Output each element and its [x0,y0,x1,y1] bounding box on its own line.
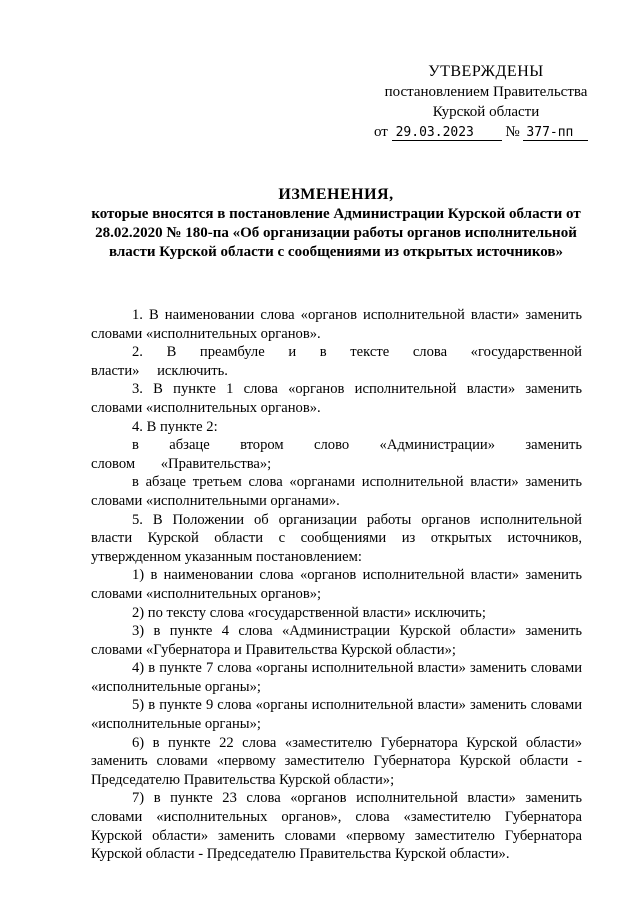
document-title [88,185,584,262]
paragraph-12: 5) в пункте 9 слова «органы исполнительной власти» заменить словами «исполнительные органы»; [91,697,582,733]
paragraph-1: 1. В наименовании слова «органов исполнительной власти» заменить словами «исполнительных органов». [91,307,582,342]
paragraph-3: 3. В пункте 1 слова «органов исполнительной власти» заменить словами «исполнительных органов». [91,381,582,416]
title-subtitle: которые вносятся в постановление Администрации Курской области от 28.02.2020 № 180-па «Об организации работы органов исполнительной власти Курской области с сообщениями из открытых источников» [91,206,581,260]
number-prefix: № [505,124,520,140]
decree-number: 377-пп [523,125,588,141]
paragraph-8: 1) в наименовании слова «органов исполнительной власти» заменить словами «исполнительных органов»; [91,567,582,602]
paragraph-13: 6) в пункте 22 слова «заместителю Губернатора Курской области» заменить словами «первому заместителю Губернатора Курской области - Председателю Правительства Курской области»; [91,734,582,788]
date-prefix: от [374,124,388,140]
paragraph-9: 2) по тексту слова «государственной власти» исключить; [132,604,486,621]
paragraph-11: 4) в пункте 7 слова «органы исполнительной власти» заменить словами «исполнительные органы»; [91,660,582,695]
paragraph-5: в абзаце втором слово «Администрации» заменить словом «Правительства»; [91,437,582,472]
document-body [91,306,582,864]
date-number-line [366,122,606,142]
approval-line-2: Курской области [432,104,540,120]
paragraph-7: 5. В Положении об организации работы органов исполнительной власти Курской области с сообщениями из открытых источников, утвержденном указанным постановлением: [91,511,582,565]
paragraph-4: 4. В пункте 2: [132,418,218,435]
approved-label: УТВЕРЖДЕНЫ [428,63,544,80]
title-heading: ИЗМЕНЕНИЯ, [278,186,394,203]
approval-line-1: постановлением Правительства [384,84,588,100]
paragraph-14: 7) в пункте 23 слова «органов исполнительной власти» заменить словами «исполнительных органов», слова «заместителю Губернатора Курской области» заменить словами «первому заместителю Губернатора Курской области - Председателю Правительства Курской области». [91,790,582,863]
paragraph-6: в абзаце третьем слова «органами исполнительной власти» заменить словами «исполнительными органами». [91,474,582,509]
approval-stamp [366,62,606,142]
paragraph-10: 3) в пункте 4 слова «Администрации Курской области» заменить словами «Губернатора и Правительства Курской области»; [91,623,582,658]
decree-date: 29.03.2023 [392,125,502,141]
paragraph-2: 2. В преамбуле и в тексте слова «государственной власти» исключить. [91,344,582,379]
